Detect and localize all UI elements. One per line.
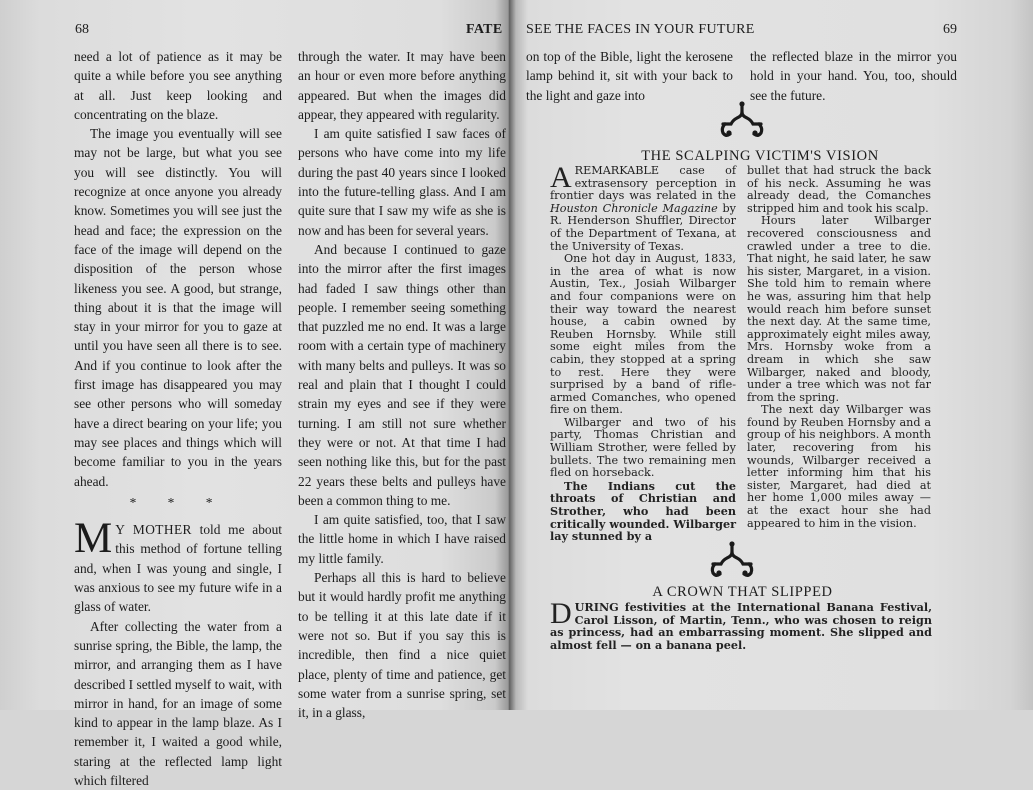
- paragraph-text: told me about this method of fortune telling and, when I was young and single, I was anxious to see my future wife in a glass of water.: [74, 522, 282, 615]
- continuation-column-1: [526, 47, 733, 105]
- running-head-right: SEE THE FACES IN YOUR FUTURE: [526, 22, 755, 37]
- paragraph: Perhaps all this is hard to believe but it would hardly profit me anything to be telling it at this late date if it were not so. But if you say this is incredible, then find a nice quiet place, plenty of time and patience, get some water from a sunrise spring, set it, in a glass,: [298, 570, 506, 721]
- lead-in: URING: [574, 600, 619, 614]
- paragraph-dropcap: [550, 161, 736, 253]
- article-title-crown: A CROWN THAT SLIPPED: [652, 584, 833, 600]
- running-head-left: FATE: [466, 22, 503, 37]
- drop-cap: A: [550, 161, 572, 194]
- article-title-scalping: THE SCALPING VICTIM'S VISION: [641, 148, 879, 164]
- continuation-column-2: [750, 47, 957, 105]
- paragraph-dropcap: [550, 597, 932, 652]
- drop-cap: M: [74, 515, 113, 563]
- paragraph-text: case of extrasensory perception in frontier days was related in the: [550, 164, 736, 203]
- paragraph: Hours later Wilbarger recovered consciousness and crawled under a tree to die. That night, he said later, he saw his sister, Margaret, in a vision. She told him to remain where he was, assuring him that help would reach him before sunset the next day. At the same time, approximately eight miles away, Mrs. Hornsby woke from a dream in which she saw Wilbarger, naked and bloody, under a tree which was not far from the spring.: [747, 214, 931, 404]
- page-number-left: 68: [75, 22, 89, 37]
- drop-cap: D: [550, 597, 572, 630]
- left-column-2: [298, 47, 506, 722]
- publication-name: Houston Chronicle Magazine: [550, 201, 718, 215]
- lead-in: Y MOTHER: [115, 522, 192, 538]
- paragraph-text: festivities at the International Banana Festival, Carol Lisson, of Martin, Tenn., who was chosen to reign as princess, had an embarrassing moment. She slipped and almost fell — on a banana peel.: [550, 600, 932, 652]
- paragraph: The image you eventually will see may not be large, but what you see you will see distinctly. You will recognize at once anyone you already know. Sometimes you will see just the head and face; the expression on the face of the image will depend on the disposition of the person whose likeness you see. A good, but strange, thing about it is that the image will stay in your mirror for you to gaze at until you have seen all there is to see. And if you continue to look after the first image has disappeared you may see other persons who will someday have a direct bearing on your life; you may see places and things which will become familiar to you in the years ahead.: [74, 126, 282, 489]
- paragraph: The next day Wilbarger was found by Reuben Hornsby and a group of his neighbors. A month later, recovering from his wounds, Wilbarger received a letter informing him that his sister, Margaret, had died at her home 1,000 miles away — at the exact hour she had appeared to him in the vision.: [747, 403, 931, 530]
- paragraph: One hot day in August, 1833, in the area of what is now Austin, Tex., Josiah Wilbarger and four companions were on their way toward the nearest house, a cabin owned by Reuben Hornsby. While still some eight miles from the cabin, they stopped at a spring to rest. Here they were surprised by a band of rifle-armed Comanches, who opened fire on them.: [550, 252, 736, 417]
- section-separator: * * *: [129, 494, 227, 510]
- left-column-1: [74, 47, 282, 790]
- article2-body: [550, 597, 932, 652]
- paragraph: Wilbarger and two of his party, Thomas Christian and William Strother, were felled by bullets. The two remaining men fled on horseback.: [550, 415, 736, 480]
- article1-column-1: [550, 161, 736, 544]
- paragraph: bullet that had struck the back of his neck. Assuming he was already dead, the Comanches stripped him and took his scalp.: [747, 164, 931, 215]
- paragraph: I am quite satisfied I saw faces of persons who have come into my life during the past 40 years since I looked into the future-telling glass. And I am quite sure that I saw my wife as she is now and has been for several years.: [298, 126, 506, 238]
- fleuron-ornament-icon: [717, 100, 767, 140]
- left-page: [0, 0, 510, 788]
- paragraph: the reflected blaze in the mirror you hold in your hand. You, too, should see the future.: [750, 49, 957, 103]
- article1-column-2: [747, 165, 931, 530]
- fleuron-ornament-icon: [707, 540, 757, 580]
- right-page: [510, 0, 1033, 710]
- paragraph: on top of the Bible, light the kerosene lamp behind it, sit with your back to the light and gaze into: [526, 49, 733, 103]
- paragraph-text: by R. Henderson Shuffler, Director of the Department of Texana, at the University of Texas.: [550, 201, 736, 253]
- lead-in: REMARKABLE: [574, 164, 660, 177]
- paragraph: The Indians cut the throats of Christian and Strother, who had been critically wounded. Wilbarger lay stunned by a: [550, 478, 736, 544]
- paragraph: After collecting the water from a sunrise spring, the Bible, the lamp, the mirror, and arranging them as I have described I settled myself to wait, with mirror in hand, for an image of some kind to appear in the lamp blaze. As I remember it, I waited a good while, staring at the reflected lamp light which filtered: [74, 618, 282, 788]
- paragraph: through the water. It may have been an hour or even more before anything appeared. But when the images did appear, they appeared with regularity.: [298, 49, 506, 122]
- paragraph: And because I continued to gaze into the mirror after the first images had faded I saw things other than people. I remember seeing something that puzzled me no end. It was a large room with a certain type of machinery with many belts and pulleys. It was so real and plain that I thought I could strain my eyes and see if they were turning. I am still not sure whether they were or not. At that time I had seen nothing like this, but for the past 22 years these belts and pulleys have been a common thing to me.: [298, 241, 506, 508]
- paragraph-dropcap: [74, 515, 282, 616]
- paragraph: I am quite satisfied, too, that I saw the little home in which I have raised my little family.: [298, 512, 506, 566]
- page-number-right: 69: [943, 22, 957, 37]
- paragraph: need a lot of patience as it may be quite a while before you see anything at all. Just keep looking and concentrating on the blaze.: [74, 49, 282, 122]
